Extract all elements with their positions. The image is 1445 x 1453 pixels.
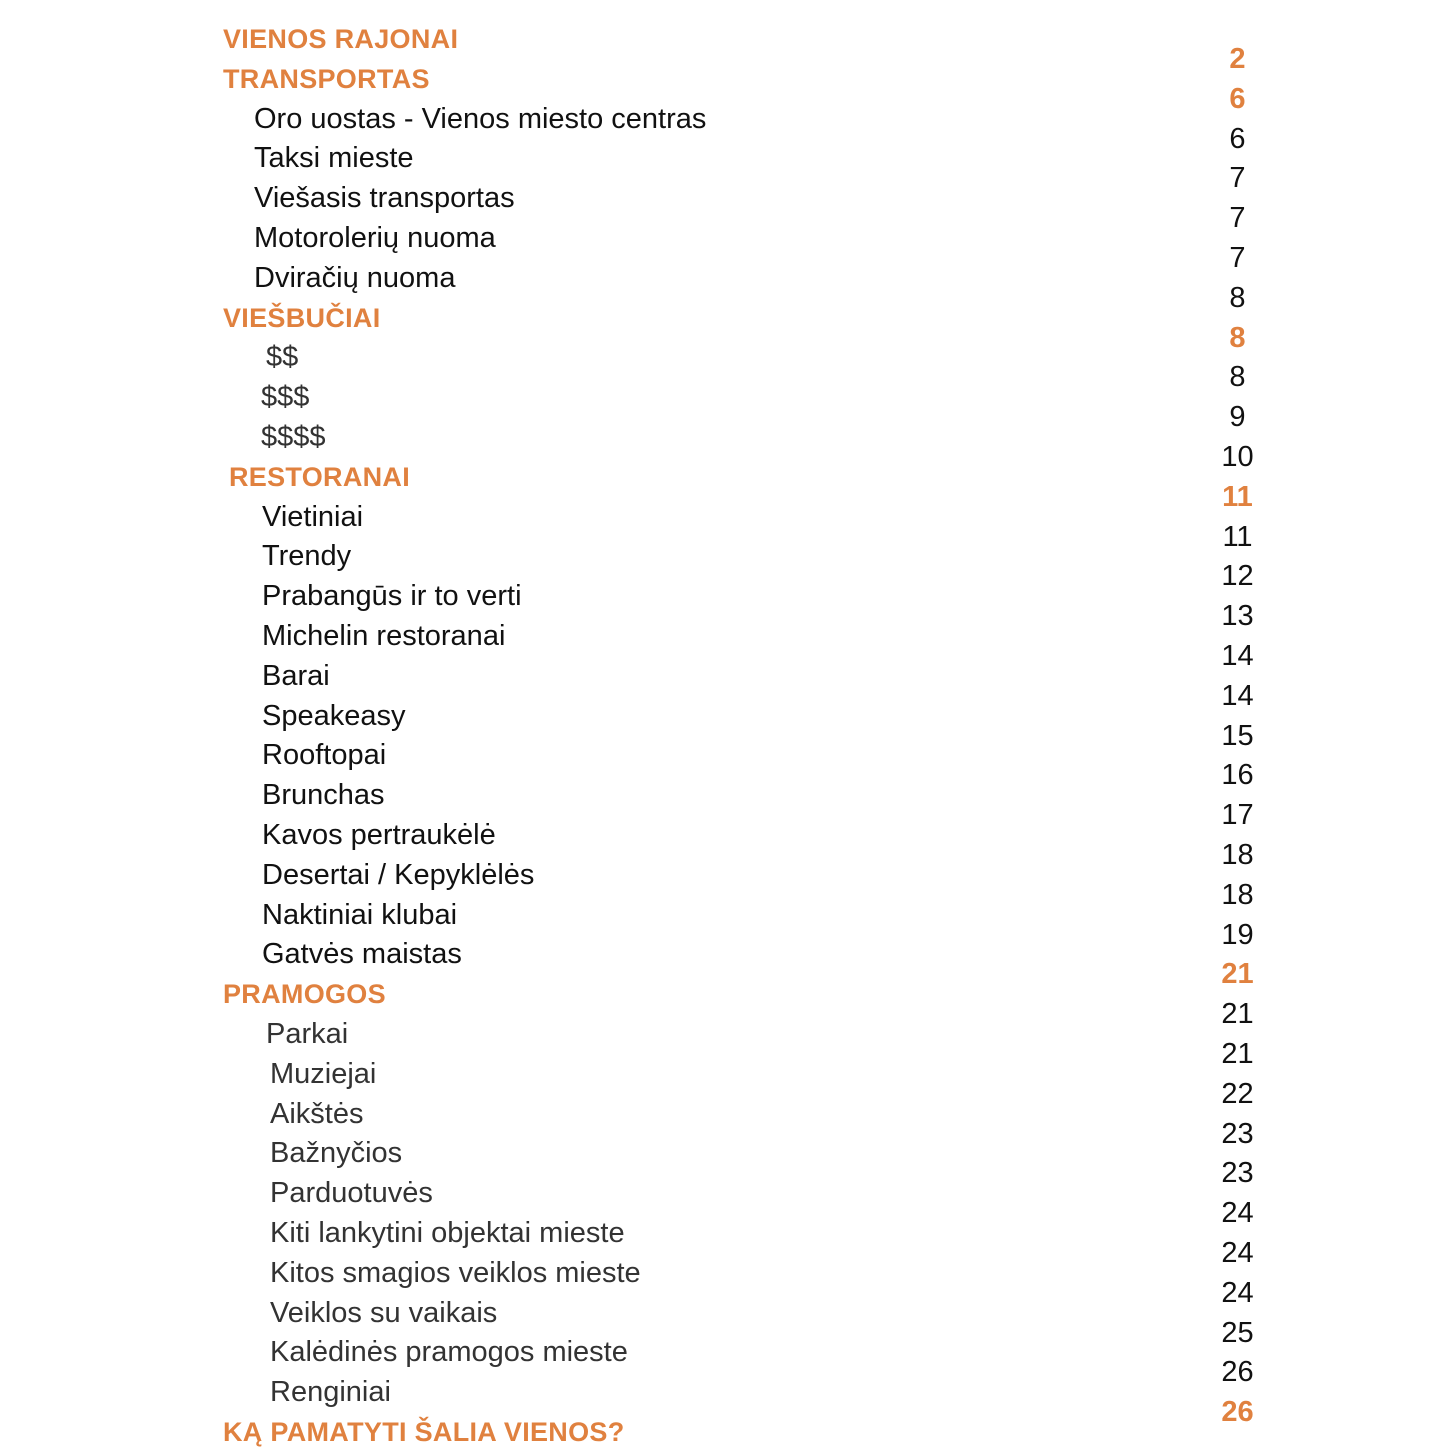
- toc-entry-title: Brunchas: [262, 779, 385, 812]
- toc-entry-title: Michelin restoranai: [262, 619, 506, 652]
- toc-entry-title: Parduotuvės: [270, 1177, 433, 1210]
- toc-entry-title: Muziejai: [270, 1057, 377, 1090]
- toc-entry-title: Veiklos su vaikais: [270, 1296, 498, 1329]
- toc-entry-title: Kiti lankytini objektai mieste: [270, 1216, 625, 1249]
- toc-section-page-number: 11: [1222, 480, 1253, 513]
- toc-entry-page-number: 17: [1221, 799, 1254, 832]
- toc-entry-page-number: 22: [1221, 1077, 1254, 1110]
- toc-entry-title: $$$$: [261, 420, 326, 453]
- toc-entry-title: Dviračių nuoma: [254, 261, 456, 294]
- toc-entry-page-number: 7: [1229, 162, 1246, 195]
- toc-entry-title: Kavos pertraukėlė: [262, 818, 496, 851]
- toc-entry-title: Kalėdinės pramogos mieste: [270, 1336, 628, 1369]
- toc-entry-title: Viešasis transportas: [254, 182, 515, 215]
- toc-entry-page-number: 16: [1221, 759, 1254, 792]
- toc-entry-page-number: 12: [1221, 560, 1254, 593]
- toc-entry-title: Prabangūs ir to verti: [262, 580, 522, 613]
- toc-entry-title: Rooftopai: [262, 739, 387, 772]
- toc-entry-page-number: 15: [1221, 719, 1254, 752]
- toc-entry-page-number: 14: [1221, 679, 1254, 712]
- toc-section-heading: VIEŠBUČIAI: [223, 302, 381, 333]
- toc-entry-title: Motorolerių nuoma: [254, 221, 496, 254]
- toc-entry-title: Barai: [262, 659, 330, 692]
- toc-entry-title: Oro uostas - Vienos miesto centras: [254, 102, 707, 135]
- toc-section-heading: TRANSPORTAS: [223, 63, 430, 94]
- toc-entry-page-number: 18: [1221, 838, 1254, 871]
- toc-section-heading: VIENOS RAJONAI: [223, 24, 459, 54]
- toc-titles-column: [0, 20, 1100, 1453]
- toc-entry-page-number: 7: [1229, 241, 1246, 274]
- toc-entry-page-number: 24: [1221, 1236, 1254, 1269]
- toc-section-heading: PRAMOGOS: [223, 979, 386, 1010]
- toc-entry-title: Vietiniai: [262, 500, 364, 533]
- toc-entry-title: Trendy: [262, 540, 352, 573]
- toc-entry-title: Naktiniai klubai: [262, 898, 458, 931]
- toc-entry-page-number: 9: [1229, 401, 1246, 434]
- toc-section-page-number: 6: [1229, 82, 1246, 115]
- toc-entry-title: Parkai: [266, 1017, 349, 1050]
- toc-entry-title: Aikštės: [270, 1097, 364, 1130]
- toc-entry-page-number: 26: [1221, 1356, 1254, 1389]
- toc-entry-page-number: 18: [1221, 878, 1254, 911]
- toc-entry-title: Renginiai: [270, 1376, 391, 1409]
- toc-entry-title: Bažnyčios: [270, 1137, 403, 1170]
- toc-section-heading: RESTORANAI: [229, 461, 411, 492]
- toc-entry-page-number: 14: [1221, 639, 1254, 672]
- toc-section-page-number: 8: [1229, 321, 1246, 354]
- toc-entry-page-number: 8: [1229, 361, 1246, 394]
- toc-entry-title: Gatvės maistas: [262, 938, 462, 971]
- toc-entry-page-number: 10: [1221, 440, 1254, 473]
- toc-entry-page-number: 7: [1229, 202, 1246, 235]
- toc-entry-title: Desertai / Kepyklėlės: [262, 858, 535, 891]
- toc-section-page-number: 26: [1221, 1396, 1254, 1429]
- toc-entry-page-number: 19: [1221, 918, 1254, 951]
- toc-entry-title: Taksi mieste: [254, 142, 414, 175]
- toc-entry-page-number: 24: [1221, 1276, 1254, 1309]
- toc-page-numbers-column: [1180, 40, 1295, 1433]
- toc-entry-title: $$: [266, 341, 299, 374]
- toc-entry-page-number: 23: [1221, 1117, 1254, 1150]
- toc-entry-title: $$$: [261, 381, 310, 414]
- toc-entry-page-number: 11: [1222, 520, 1253, 553]
- toc-section-heading: KĄ PAMATYTI ŠALIA VIENOS?: [223, 1416, 625, 1447]
- toc-section-page-number: 21: [1221, 958, 1254, 991]
- toc-section-page-number: 2: [1229, 43, 1246, 75]
- toc-entry-title: Speakeasy: [262, 699, 406, 732]
- toc-entry-page-number: 21: [1221, 1037, 1254, 1070]
- toc-entry-page-number: 23: [1221, 1157, 1254, 1190]
- toc-entry-title: Kitos smagios veiklos mieste: [270, 1256, 641, 1289]
- toc-entry-page-number: 6: [1229, 122, 1246, 155]
- toc-entry-page-number: 13: [1221, 600, 1254, 633]
- toc-entry-page-number: 8: [1229, 281, 1246, 314]
- toc-entry-page-number: 25: [1221, 1316, 1254, 1349]
- toc-entry-page-number: 24: [1221, 1197, 1254, 1230]
- toc-entry-page-number: 21: [1221, 998, 1254, 1031]
